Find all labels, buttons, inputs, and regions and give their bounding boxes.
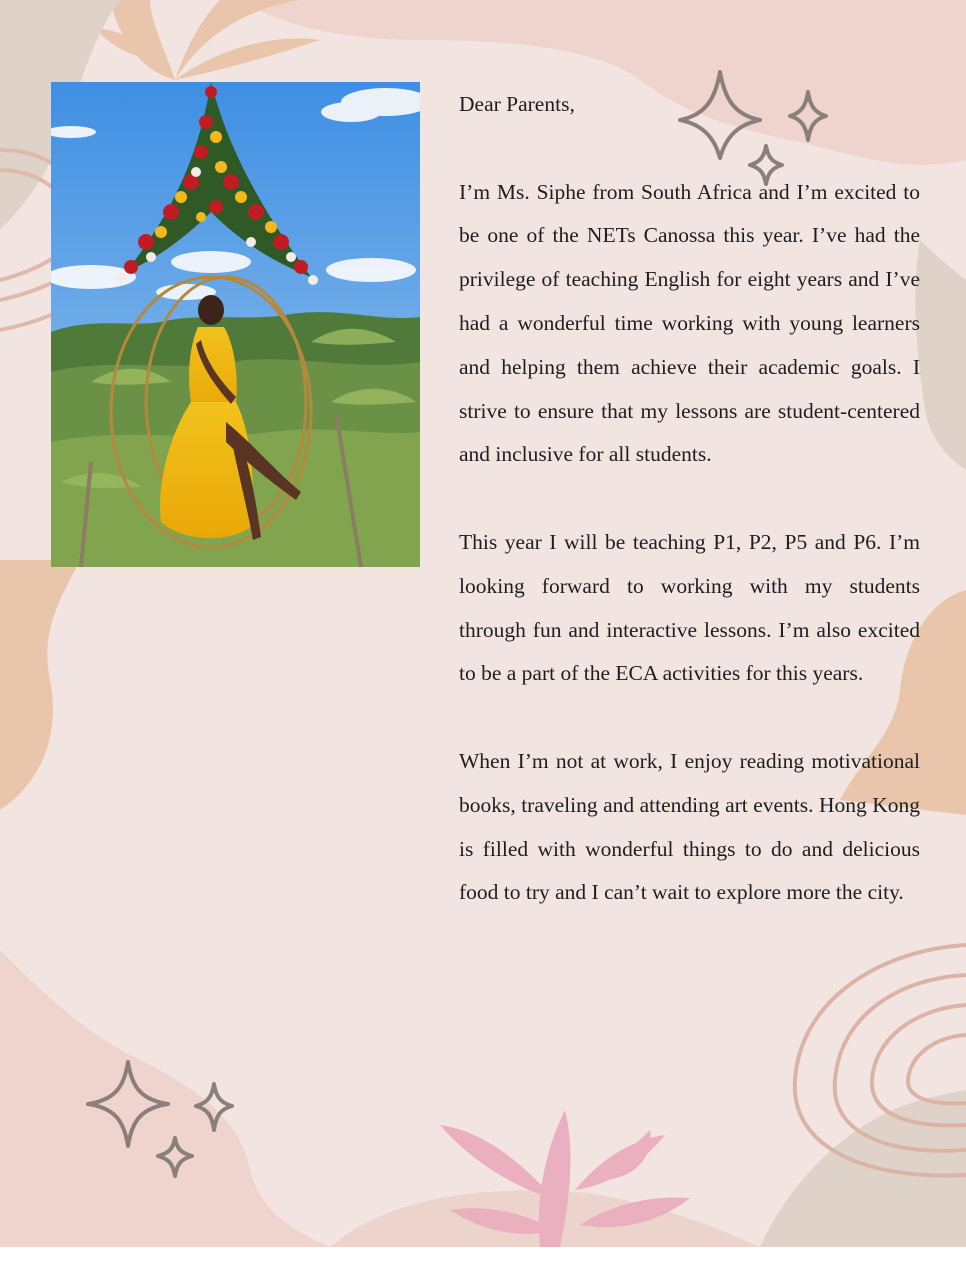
right-beige-blob xyxy=(915,240,966,470)
letter-paragraph-1: I’m Ms. Siphe from South Africa and I’m excited to be one of the NETs Canossa this year. I’ve had the privilege of teaching English for eight years and I’ve had a wonderful time working with young learners and helping them achieve their academic goals. I strive to ensure that my lessons are student-centered and inclusive for all students. xyxy=(459,179,920,467)
bottom-left-pink-blob xyxy=(0,950,330,1247)
floral-hoop-swing-icon xyxy=(51,82,420,567)
letter-text xyxy=(459,83,920,915)
letter-paragraph-2: This year I will be teaching P1, P2, P5 and P6. I’m looking forward to working with my students through fun and interactive lessons. I’m also excited to be a part of the ECA activities for this years. xyxy=(459,529,920,686)
letter-greeting: Dear Parents, xyxy=(459,92,575,116)
letter-paragraph-3: When I’m not at work, I enjoy reading motivational books, traveling and attending art events. Hong Kong is filled with wonderful things to do and delicious food to try and I can’t wait to explore more the city. xyxy=(459,748,920,905)
left-peach-blob xyxy=(0,560,80,810)
bottom-right-beige-blob xyxy=(760,1090,966,1247)
teacher-photo xyxy=(51,82,420,567)
page-bottom-margin xyxy=(0,1247,966,1280)
